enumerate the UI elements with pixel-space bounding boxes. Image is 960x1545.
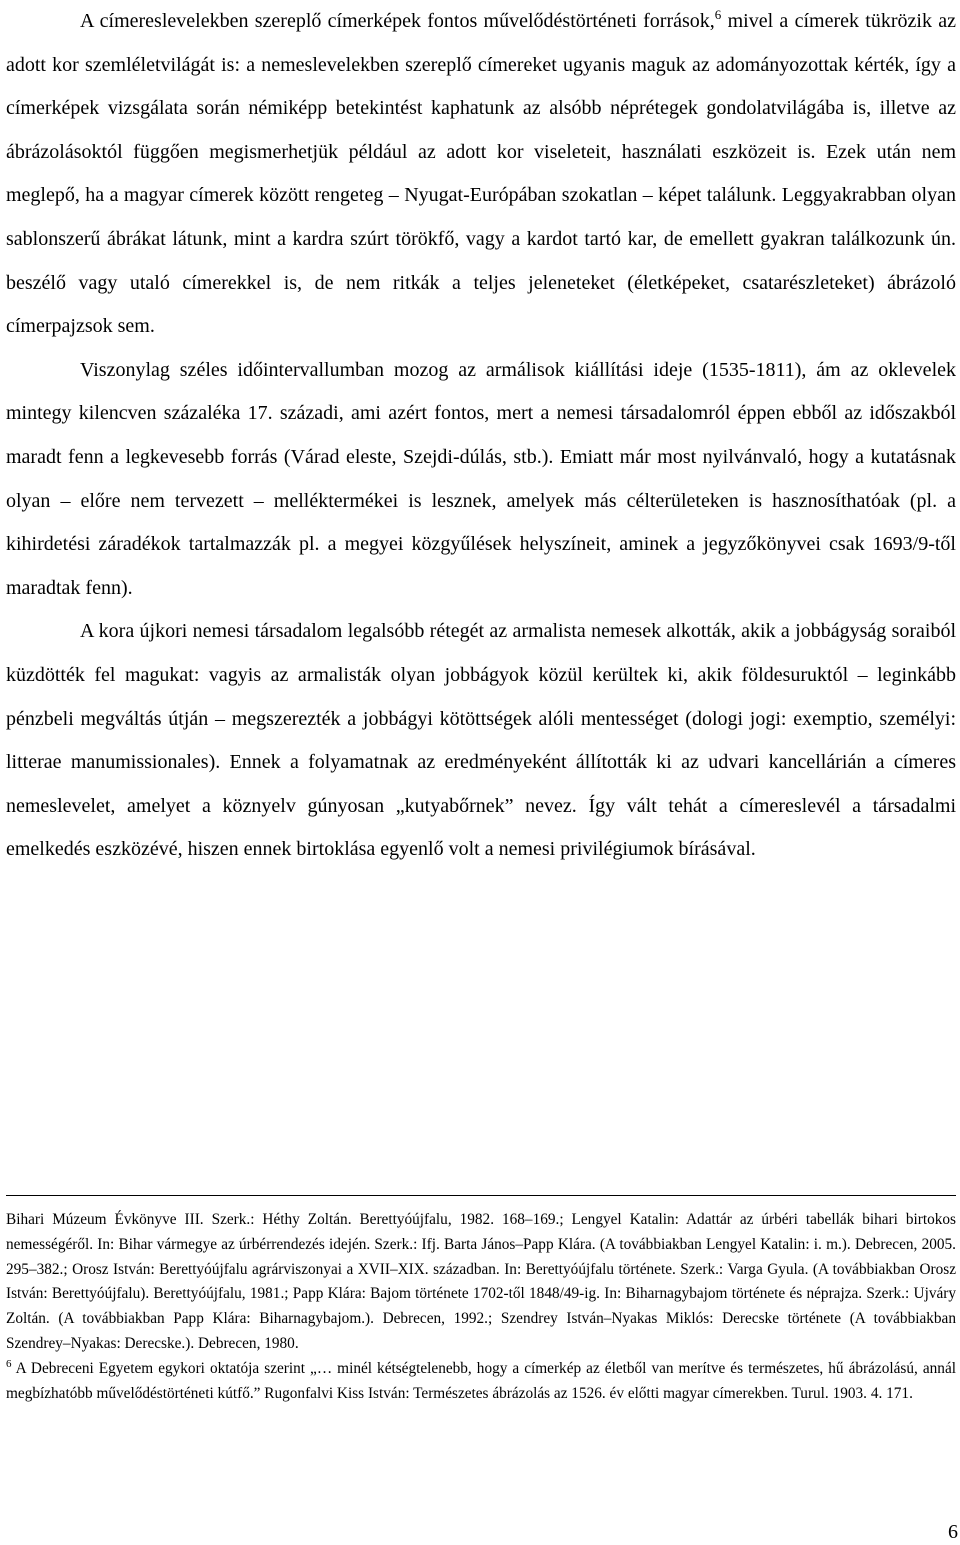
footnote-6-text: A Debreceni Egyetem egykori oktatója szerint „… minél kétségtelenebb, hogy a címerkép az életből van merítve és természetes, hű ábrázolású, annál megbízhatóbb művelődéstörténeti kútfő.” Rugonfalvi Kiss István: Természetes ábrázolás az 1526. év előtti magyar címerekben. Turul. 1903. 4. 171.	[6, 1359, 956, 1402]
paragraph-2: Viszonylag széles időintervallumban mozog az armálisok kiállítási ideje (1535-1811), ám az oklevelek mintegy kilencven százaléka 17. századi, ami azért fontos, mert a nemesi társadalomról éppen ebből az időszakból maradt fenn a legkevesebb forrás (Várad eleste, Szejdi-dúlás, stb.). Emiatt már most nyilvánvaló, hogy a kutatásnak olyan – előre nem tervezett – melléktermékei is lesznek, amelyek más célterületeken is hasznosíthatóak (pl. a kihirdetési záradékok tartalmazzák pl. a megyei közgyűlések helyszíneit, aminek a jegyzőkönyvei csak 1693/9-től maradtak fenn).	[6, 358, 956, 599]
footnote-separator	[6, 1195, 956, 1196]
page-number: 6	[948, 1521, 958, 1543]
footnotes	[6, 1208, 956, 1406]
footnote-6-mark: 6	[6, 1357, 12, 1370]
main-text	[6, 0, 956, 872]
paragraph-1-text: A címereslevelekben szereplő címerképek fontos művelődéstörténeti források,	[80, 10, 715, 32]
footnote-6	[6, 1357, 956, 1407]
footnote-continued: Bihari Múzeum Évkönyve III. Szerk.: Héthy Zoltán. Berettyóújfalu, 1982. 168–169.; Lengyel Katalin: Adattár az úrbéri tabellák bihari birtokos nemességéről. In: Bihar vármegye az úrbérrendezés idején. Szerk.: Ifj. Barta János–Papp Klára. (A továbbiakban Lengyel Katalin: i. m.). Debrecen, 2005. 295–382.; Orosz István: Berettyóújfalu agrárviszonyai a XVII–XIX. században. In: Berettyóújfalu története. Szerk.: Varga Gyula. (A továbbiakban Orosz István: Berettyóújfalu). Berettyóújfalu, 1981.; Papp Klára: Bajom története 1702-től 1848/49-ig. In: Biharnagybajom története és néprajza. Szerk.: Ujváry Zoltán. (A továbbiakban Papp Klára: Biharnagybajom.). Debrecen, 1992.; Szendrey István–Nyakas Miklós: Derecske története (A továbbiakban Szendrey–Nyakas: Derecske.). Debrecen, 1980.	[6, 1211, 956, 1352]
footnote-ref-6[interactable]: 6	[714, 7, 722, 22]
document-page	[6, 0, 956, 1402]
paragraph-1	[6, 0, 956, 349]
paragraph-1-text-cont: mivel a címerek tükrözik az adott kor szemléletvilágát is: a nemeslevelekben szereplő címereket ugyanis maguk az adományozottak kérték, így a címerképek vizsgálata során némiképp betekintést kaphatunk az alsóbb néprétegek gondolatvilágába is, illetve az ábrázolásoktól függően megismerhetjük például az adott kor viseleteit, használati eszközeit is. Ezek után nem meglepő, ha a magyar címerek között rengeteg – Nyugat-Európában szokatlan – képet találunk. Leggyakrabban olyan sablonszerű ábrákat látunk, mint a kardra szúrt törökfő, vagy a kardot tartó kar, de emellett gyakran találkozunk ún. beszélő vagy utaló címerekkel is, de nem ritkák a teljes jeleneteket (életképeket, csatarészleteket) ábrázoló címerpajzsok sem.	[6, 10, 956, 338]
paragraph-3: A kora újkori nemesi társadalom legalsóbb rétegét az armalista nemesek alkották, akik a jobbágyság soraiból küzdötték fel magukat: vagyis az armalisták olyan jobbágyok közül kerültek ki, akik földesuruktól – leginkább pénzbeli megváltás útján – megszerezték a jobbágyi kötöttségek alóli mentességet (dologi jogi: exemptio, személyi: litterae manumissionales). Ennek a folyamatnak az eredményeként állították ki az udvari kancellárián a címeres nemeslevelet, amelyet a köznyelv gúnyosan „kutyabőrnek” nevez. Így vált tehát a címereslevél a társadalmi emelkedés eszközévé, hiszen ennek birtoklása egyenlő volt a nemesi privilégiumok bírásával.	[6, 620, 956, 861]
